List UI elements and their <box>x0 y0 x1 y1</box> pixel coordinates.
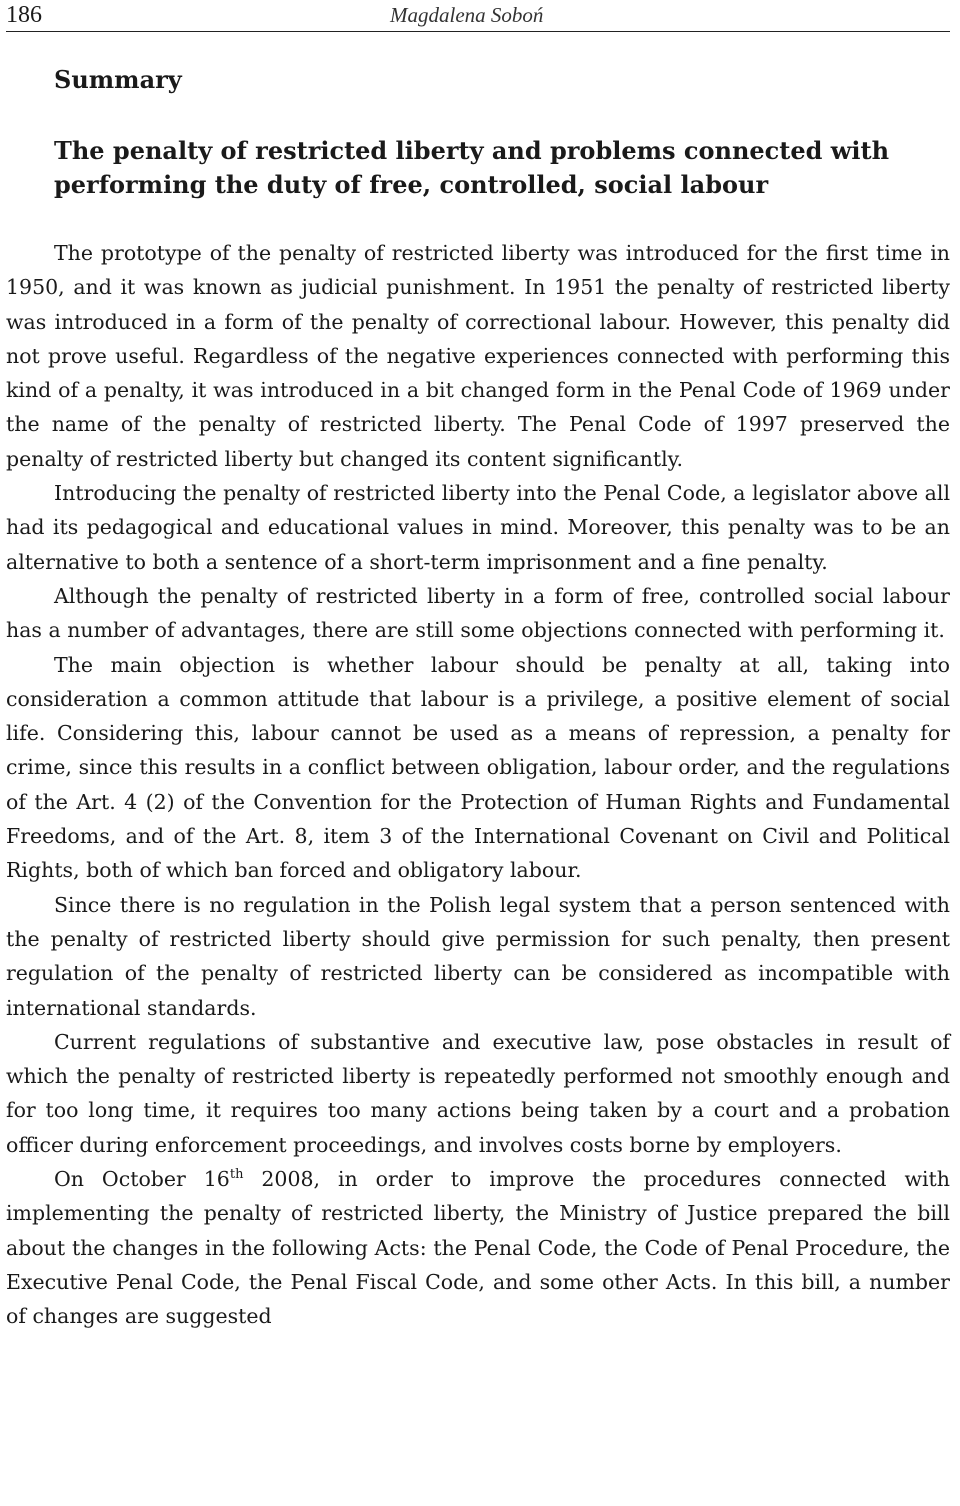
paragraph: The main objection is whether labour should be penalty at all, taking into consideration a common attitude that labour is a privilege, a positive element of social life. Considering this, labour cannot be used as a means of repression, a penalty for crime, since this results in a conflict between obligation, labour order, and the regulations of the Art. 4 (2) of the Convention for the Protection of Human Rights and Fundamental Freedoms, and of the Art. 8, item 3 of the International Covenant on Civil and Political Rights, both of which ban forced and obligatory labour. <box>6 652 950 883</box>
paragraph-text-start: On October 16 <box>54 1167 230 1192</box>
ordinal-superscript: th <box>229 1167 244 1183</box>
paragraph-text-end: 2008, in order to improve the procedures connected with implementing the penalty of restricted liberty, the Ministry of Justice prepared the bill about the changes in the following Acts: the Penal Code, the Code of Penal Procedure, the Executive Penal Code, the Penal Fiscal Code, and some other Acts. In this bill, a number of changes are suggested <box>6 1167 950 1329</box>
page-header <box>6 2 950 32</box>
page-number: 186 <box>6 2 42 28</box>
section-title: Summary <box>54 65 182 94</box>
summary-body <box>6 236 950 1334</box>
paragraph: Since there is no regulation in the Polish legal system that a person sentenced with the penalty of restricted liberty should give permission for such penalty, then present regulation of the penalty of restricted liberty can be considered as incompatible with international standards. <box>6 892 950 1020</box>
paragraph: The prototype of the penalty of restricted liberty was introduced for the first time in 1950, and it was known as judicial punishment. In 1951 the penalty of restricted liberty was introduced in a form of the penalty of correctional labour. However, this penalty did not prove useful. Regardless of the negative experiences connected with performing this kind of a penalty, it was introduced in a bit changed form in the Penal Code of 1969 under the name of the penalty of restricted liberty. The Penal Code of 1997 preserved the penalty of restricted liberty but changed its content significantly. <box>6 241 950 471</box>
paragraph-last <box>6 1162 950 1333</box>
running-head-author: Magdalena Soboń <box>390 3 544 27</box>
paragraph: Current regulations of substantive and executive law, pose obstacles in result of which the penalty of restricted liberty is repeatedly performed not smoothly enough and for too long time, it requires too many actions being taken by a court and a probation officer during enforcement proceedings, and involves costs borne by employers. <box>6 1029 950 1157</box>
article-title: The penalty of restricted liberty and problems connected with performing the duty of free, controlled, social labour <box>54 136 890 199</box>
paragraph: Although the penalty of restricted liberty in a form of free, controlled social labour has a number of advantages, there are still some objections connected with performing it. <box>6 583 950 643</box>
paragraph: Introducing the penalty of restricted liberty into the Penal Code, a legislator above all had its pedagogical and educational values in mind. Moreover, this penalty was to be an alternative to both a sentence of a short-term imprisonment and a fine penalty. <box>6 481 950 574</box>
